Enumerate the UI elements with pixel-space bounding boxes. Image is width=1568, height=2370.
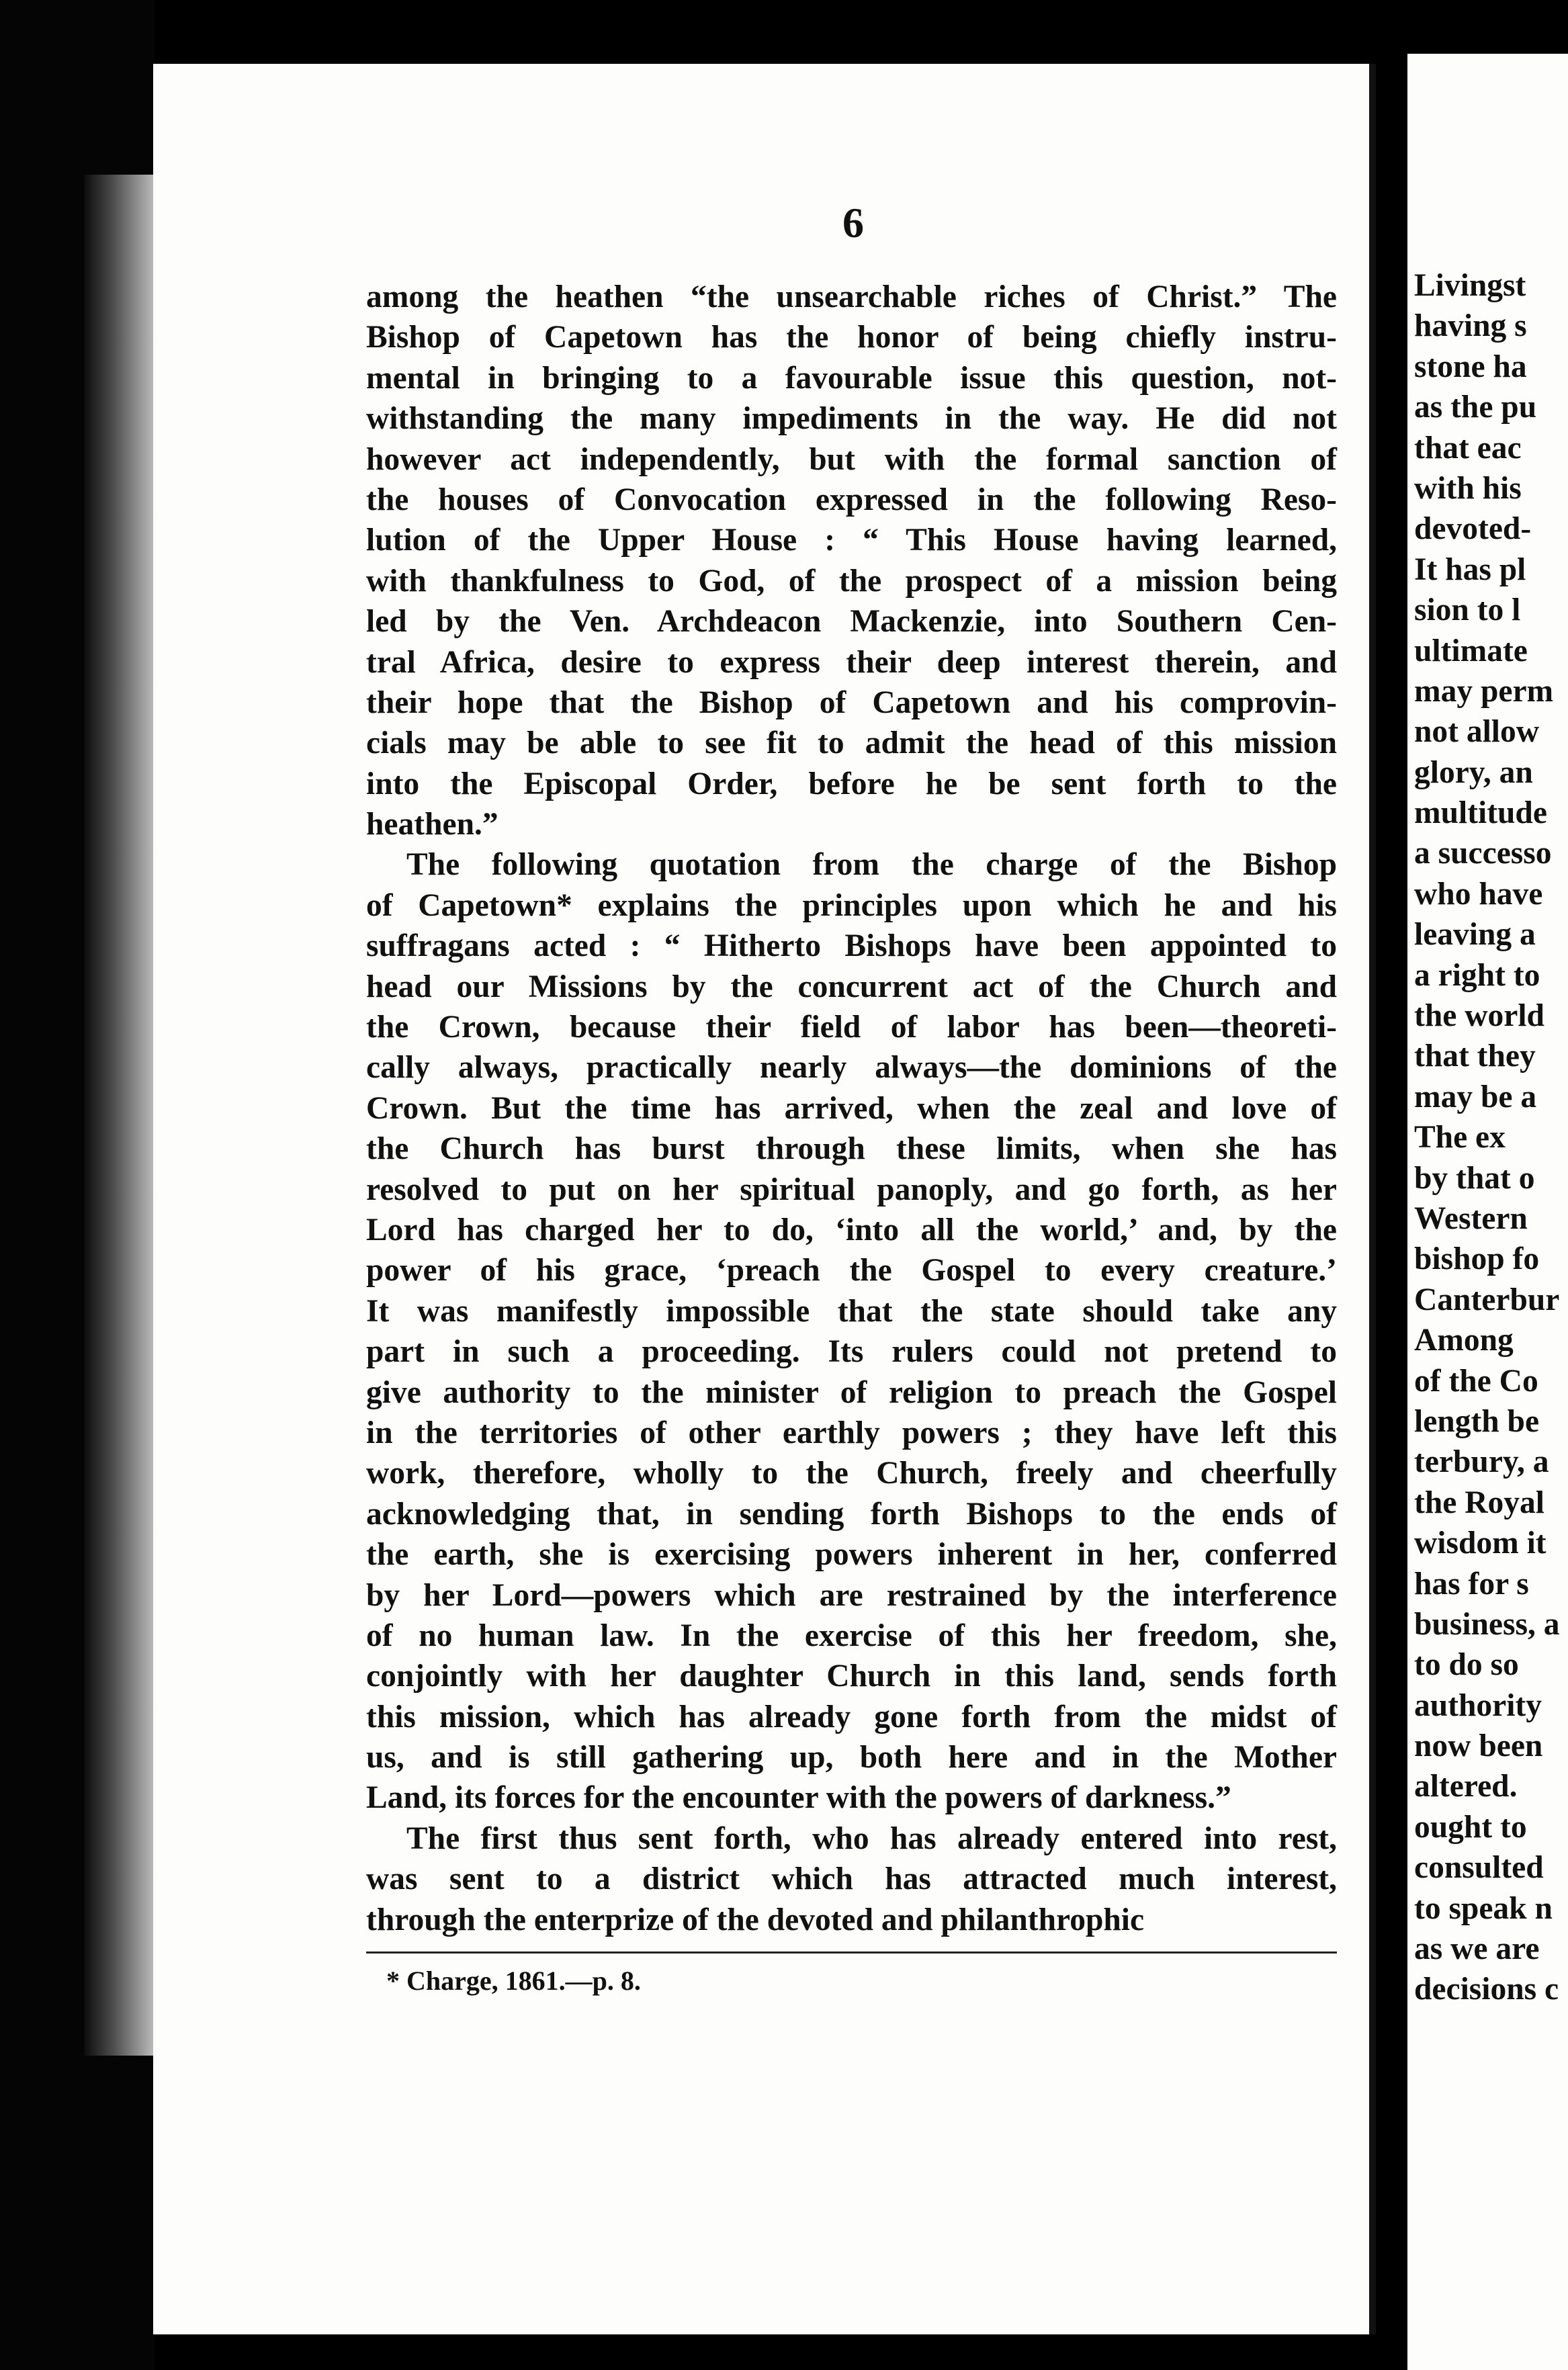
text-line: of Capetown* explains the principles upon which he and his: [366, 887, 1337, 923]
right-page-line: the world: [1414, 998, 1544, 1034]
right-page-line: altered.: [1414, 1769, 1518, 1804]
book-gutter: [1381, 0, 1407, 2370]
right-page-line: The ex: [1414, 1120, 1506, 1155]
text-line: of no human law. In the exercise of this her freedom, she,: [366, 1618, 1337, 1653]
right-page-text: [1414, 265, 1568, 2010]
main-text-block: [366, 277, 1337, 1940]
right-page-line: that eac: [1414, 430, 1522, 466]
right-page-line: length be: [1414, 1403, 1540, 1439]
text-line: work, therefore, wholly to the Church, freely and cheerfully: [366, 1456, 1337, 1491]
right-page-line: now been: [1414, 1728, 1543, 1764]
right-page-line: consulted: [1414, 1850, 1544, 1886]
right-page-line: has for s: [1414, 1566, 1529, 1601]
right-page-line: may perm: [1414, 673, 1554, 709]
right-page-line: terbury, a: [1414, 1444, 1549, 1480]
text-line: however act independently, but with the formal sanction of: [366, 441, 1337, 477]
text-line: give authority to the minister of religion to preach the Gospel: [366, 1374, 1337, 1410]
right-page-line: stone ha: [1414, 349, 1527, 384]
right-page-line: glory, an: [1414, 754, 1533, 790]
footnote: * Charge, 1861.—p. 8.: [386, 1966, 641, 1996]
text-line: cials may be able to see fit to admit the head of this mission: [366, 726, 1337, 761]
text-line: the earth, she is exercising powers inherent in her, conferred: [366, 1537, 1337, 1573]
right-page-line: to speak n: [1414, 1890, 1553, 1926]
right-page-line: of the Co: [1414, 1363, 1538, 1399]
text-line: power of his grace, ‘preach the Gospel to every creature.’: [366, 1253, 1337, 1288]
text-line: Crown. But the time has arrived, when the zeal and love of: [366, 1090, 1337, 1126]
right-page-line: decisions c: [1414, 1972, 1559, 2007]
text-line: Lord has charged her to do, ‘into all the world,’ and, by the: [366, 1212, 1337, 1247]
right-page-line: devoted-: [1414, 511, 1532, 547]
text-line: part in such a proceeding. Its rulers could not pretend to: [366, 1334, 1337, 1370]
right-page-line: by that o: [1414, 1160, 1535, 1196]
text-line: into the Episcopal Order, before he be sent forth to the: [366, 766, 1337, 801]
right-page-line: ultimate: [1414, 633, 1528, 668]
text-line: was sent to a district which has attracted much interest,: [366, 1861, 1337, 1897]
right-page-line: wisdom it: [1414, 1526, 1547, 1561]
text-line: lution of the Upper House : “ This House having learned,: [366, 523, 1337, 558]
text-line: withstanding the many impediments in the way. He did not: [366, 401, 1337, 437]
text-line: with thankfulness to God, of the prospect of a mission being: [366, 563, 1337, 599]
text-line: this mission, which has already gone forth from the midst of: [366, 1699, 1337, 1735]
text-line: the houses of Convocation expressed in the following Reso-: [366, 482, 1337, 517]
right-page-line: with his: [1414, 470, 1522, 506]
right-page-line: not allow: [1414, 714, 1540, 750]
right-page-line: bishop fo: [1414, 1241, 1540, 1277]
text-line: cally always, practically nearly always—the dominions of the: [366, 1050, 1337, 1086]
right-page-line: sion to l: [1414, 592, 1521, 628]
text-line: heathen.”: [366, 807, 498, 842]
right-page-line: Livingst: [1414, 268, 1526, 303]
right-page-line: ought to: [1414, 1809, 1527, 1845]
text-line: us, and is still gathering up, both here and in the Mother: [366, 1740, 1337, 1775]
text-line: The following quotation from the charge of the Bishop: [406, 847, 1337, 883]
right-page-line: that they: [1414, 1039, 1536, 1074]
right-page-line: a right to: [1414, 957, 1540, 993]
text-line: suffragans acted : “ Hitherto Bishops have been appointed to: [366, 928, 1337, 964]
text-line: the Church has burst through these limits, when she has: [366, 1131, 1337, 1167]
right-page-line: the Royal: [1414, 1485, 1544, 1520]
text-line: resolved to put on her spiritual panoply, and go forth, as her: [366, 1172, 1337, 1207]
text-line: led by the Ven. Archdeacon Mackenzie, into Southern Cen-: [366, 604, 1337, 640]
footnote-rule: [366, 1951, 1337, 1954]
text-line: in the territories of other earthly powers ; they have left this: [366, 1415, 1337, 1450]
text-line: by her Lord—powers which are restrained by the interference: [366, 1577, 1337, 1613]
right-page-line: Canterbur: [1414, 1282, 1560, 1317]
text-line: among the heathen “the unsearchable riches of Christ.” The: [366, 279, 1337, 314]
right-page-line: as we are: [1414, 1931, 1540, 1967]
right-page-line: multitude: [1414, 795, 1547, 831]
right-page-line: to do so: [1414, 1647, 1519, 1683]
right-page-line: Among: [1414, 1323, 1514, 1358]
text-line: It was manifestly impossible that the state should take any: [366, 1293, 1337, 1329]
right-page-line: who have: [1414, 876, 1543, 912]
right-page-line: It has pl: [1414, 552, 1526, 587]
text-line: mental in bringing to a favourable issue this question, not-: [366, 360, 1337, 396]
text-line: tral Africa, desire to express their deep interest therein, and: [366, 644, 1337, 680]
text-line: their hope that the Bishop of Capetown and his comprovin-: [366, 685, 1337, 720]
right-page-line: having s: [1414, 308, 1527, 344]
right-page-line: may be a: [1414, 1079, 1537, 1114]
text-line: conjointly with her daughter Church in this land, sends forth: [366, 1659, 1337, 1694]
right-page-line: leaving a: [1414, 917, 1536, 953]
right-page-line: a successo: [1414, 836, 1552, 871]
right-page-line: Western: [1414, 1200, 1528, 1236]
left-page-edge: [84, 175, 155, 2056]
right-page-line: business, a: [1414, 1606, 1560, 1642]
right-page-line: as the pu: [1414, 390, 1537, 425]
text-line: Bishop of Capetown has the honor of being chiefly instru-: [366, 320, 1337, 355]
text-line: The first thus sent forth, who has already entered into rest,: [406, 1820, 1337, 1856]
right-page-line: authority: [1414, 1687, 1542, 1723]
text-line: head our Missions by the concurrent act of the Church and: [366, 969, 1337, 1004]
text-line: the Crown, because their field of labor has been—theoreti-: [366, 1010, 1337, 1045]
text-line: acknowledging that, in sending forth Bishops to the ends of: [366, 1496, 1337, 1532]
text-line: Land, its forces for the encounter with the powers of darkness.”: [366, 1780, 1231, 1816]
text-line: through the enterprize of the devoted and philanthrophic: [366, 1902, 1145, 1937]
page-number: 6: [842, 199, 864, 247]
